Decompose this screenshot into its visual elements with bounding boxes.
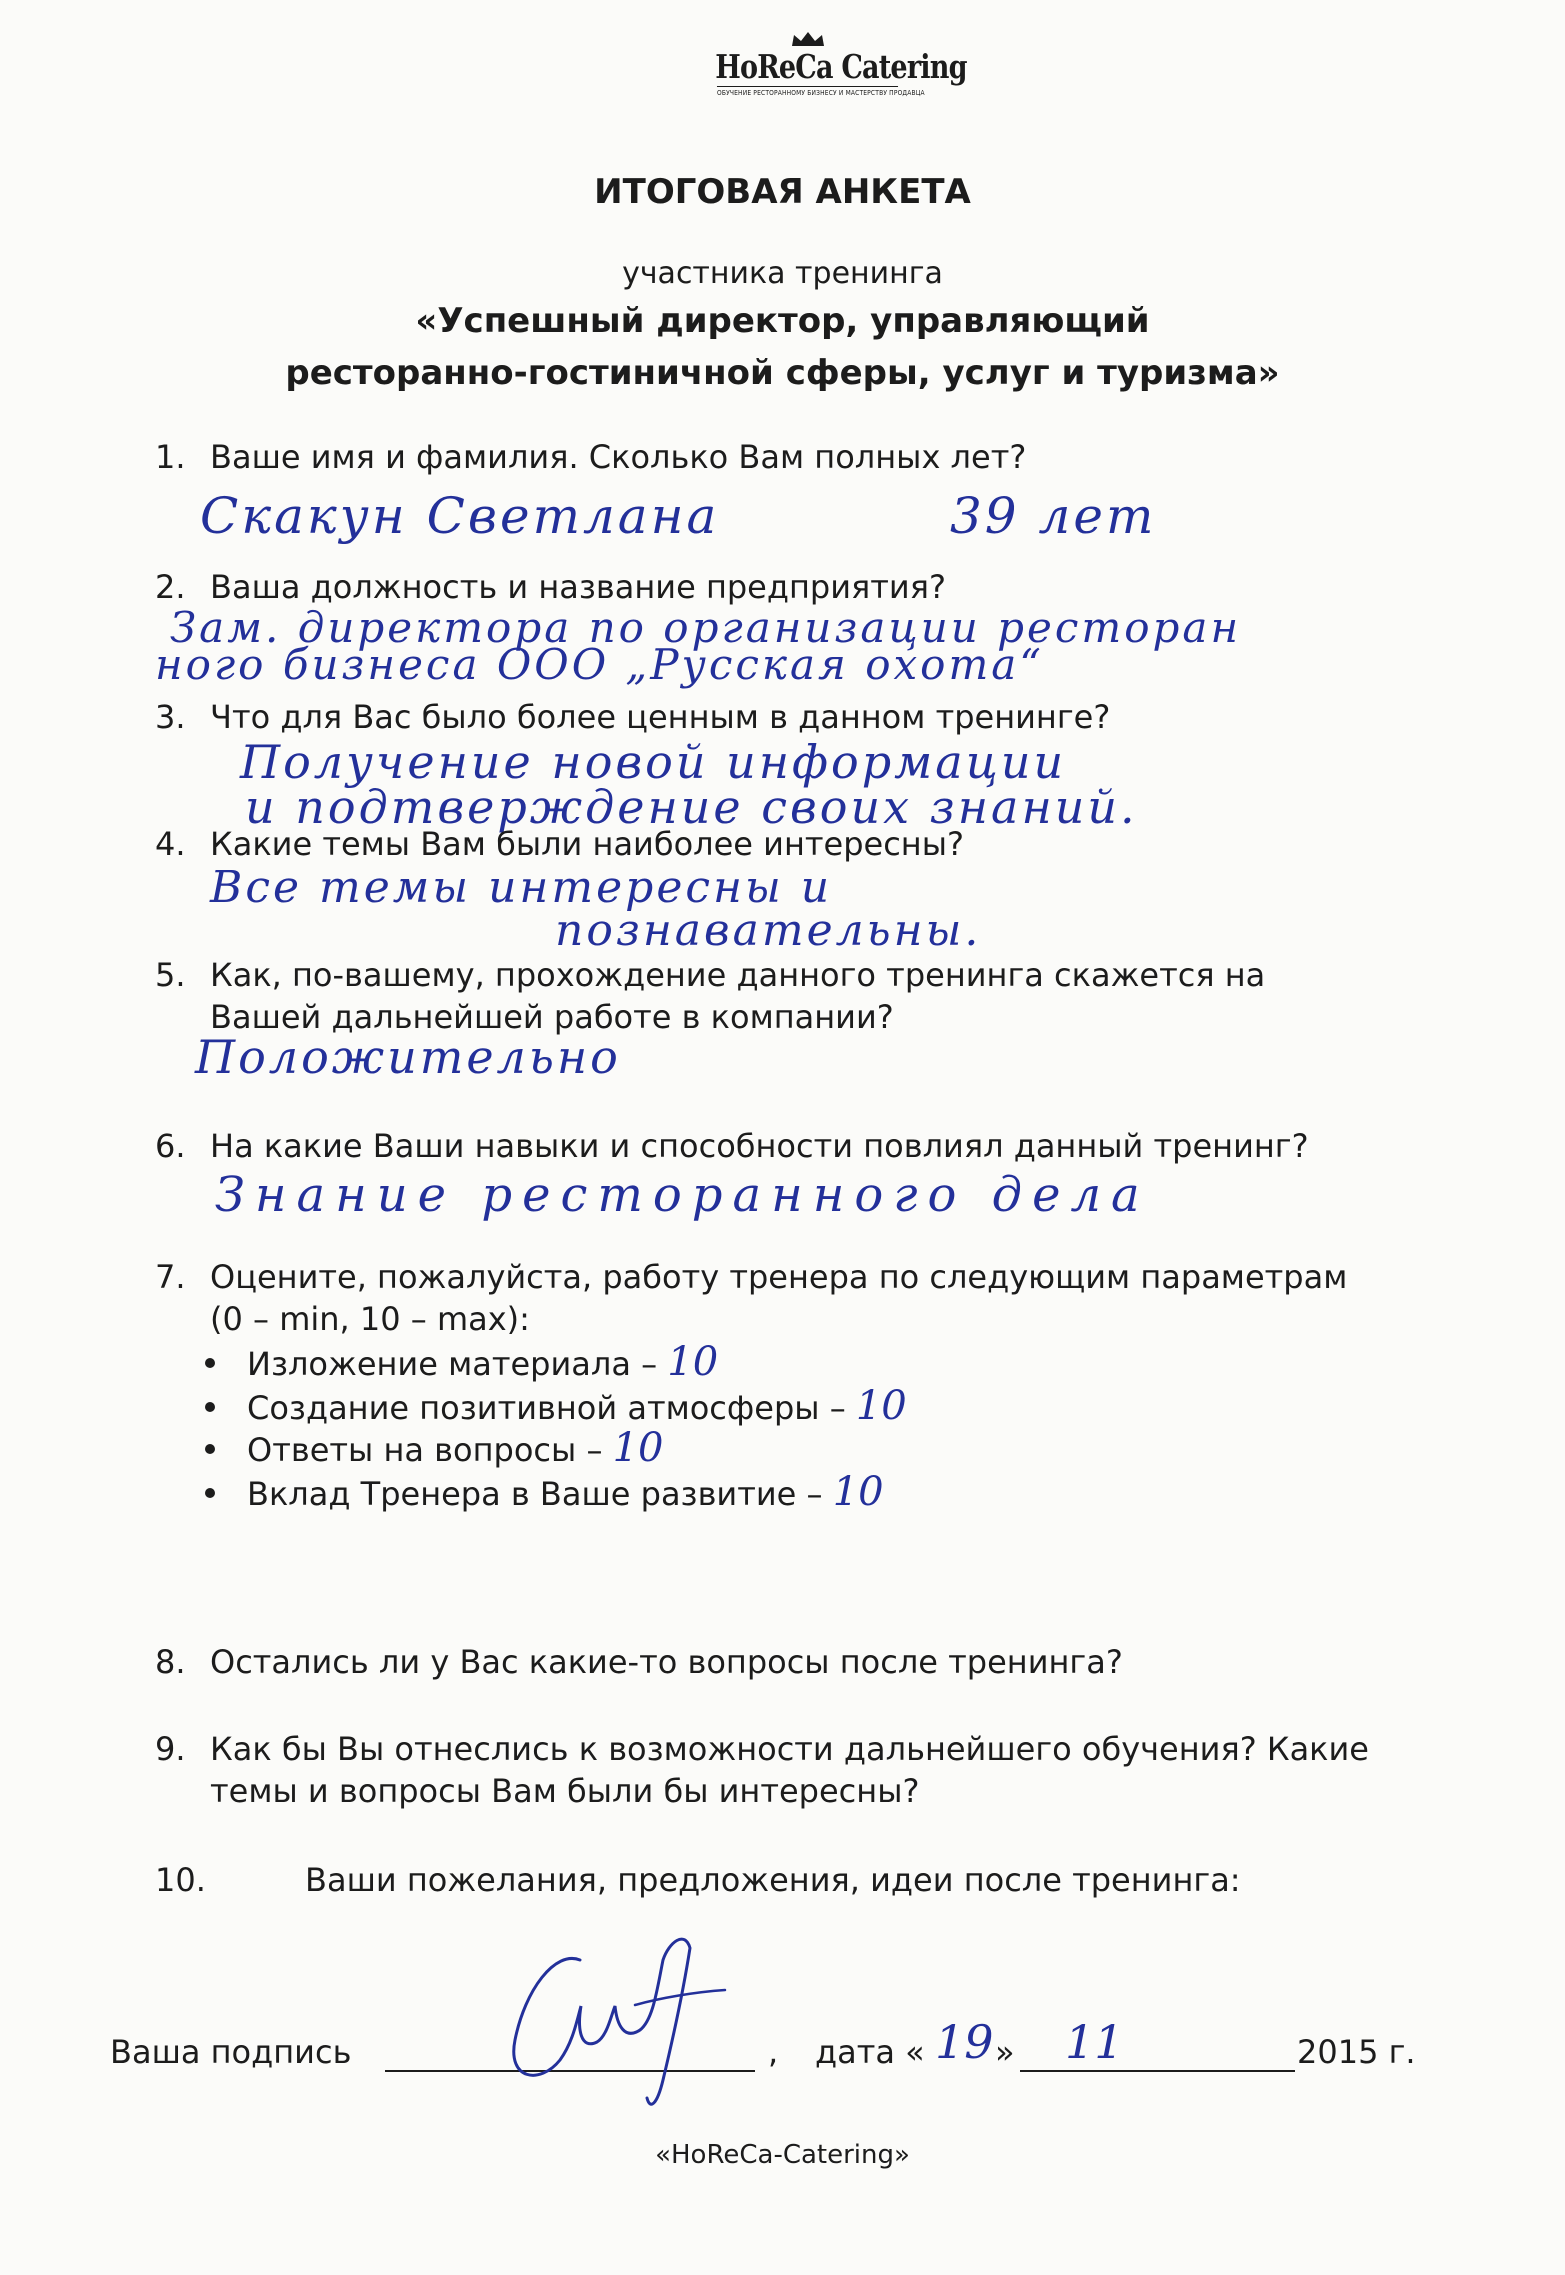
question-number: 9. <box>155 1730 186 1768</box>
date-quote-close: » <box>995 2033 1015 2071</box>
answer-1-name: Скакун Светлана <box>200 487 720 545</box>
question-number: 7. <box>155 1258 186 1296</box>
question-text: Ваше имя и фамилия. Сколько Вам полных лет? <box>210 438 1027 476</box>
answer-5: Положительно <box>195 1030 621 1084</box>
answer-6: Знание ресторанного дела <box>215 1167 1150 1223</box>
rating-label: Изложение материала – <box>247 1345 658 1383</box>
question-text-line2: (0 – min, 10 – max): <box>210 1300 530 1338</box>
date-year: 2015 г. <box>1297 2033 1416 2071</box>
training-name <box>0 295 1565 399</box>
rating-label: Создание позитивной атмосферы – <box>247 1389 846 1427</box>
rating-score: 10 <box>612 1425 664 1471</box>
rating-score: 10 <box>855 1383 907 1429</box>
rating-score: 10 <box>832 1469 884 1515</box>
question-number: 1. <box>155 438 186 476</box>
question-text: На какие Ваши навыки и способности повлиял данный тренинг? <box>210 1127 1309 1165</box>
answer-3-line1: Получение новой информации <box>240 735 1067 789</box>
rating-item <box>205 1426 664 1472</box>
rating-label: Ответы на вопросы – <box>247 1431 603 1469</box>
question-number: 2. <box>155 568 186 606</box>
training-name-line2: ресторанно-гостиничной сферы, услуг и туризма» <box>285 353 1280 393</box>
subtitle: участника тренинга <box>622 256 943 291</box>
question-text-line2: темы и вопросы Вам были бы интересны? <box>210 1772 920 1810</box>
rating-label: Вклад Тренера в Ваше развитие – <box>247 1475 823 1513</box>
rating-item <box>205 1470 884 1516</box>
logo-brand: HoReCa Catering <box>715 47 967 86</box>
answer-1-age: 39 лет <box>950 487 1157 545</box>
question-text: Какие темы Вам были наиболее интересны? <box>210 825 964 863</box>
logo-tagline: ОБУЧЕНИЕ РЕСТОРАННОМУ БИЗНЕСУ И МАСТЕРСТВУ ПРОДАВЦА <box>717 86 898 98</box>
question-text: Оцените, пожалуйста, работу тренера по следующим параметрам <box>210 1258 1348 1296</box>
question-text: Как, по-вашему, прохождение данного тренинга скажется на <box>210 956 1266 994</box>
question-text-line2: Вашей дальнейшей работе в компании? <box>210 998 894 1036</box>
bullet-icon <box>205 1402 215 1412</box>
rating-item <box>205 1384 907 1430</box>
question-text: Как бы Вы отнеслись к возможности дальнейшего обучения? Какие <box>210 1730 1369 1768</box>
handwritten-signature <box>485 1920 765 2120</box>
page-title: ИТОГОВАЯ АНКЕТА <box>594 172 971 212</box>
question-9 <box>0 1727 1565 1817</box>
question-text: Ваша должность и название предприятия? <box>210 568 946 606</box>
rating-score: 10 <box>667 1339 719 1385</box>
crown-icon <box>695 30 920 48</box>
date-month-line <box>1020 2070 1295 2072</box>
answer-3-line2: и подтверждение своих знаний. <box>245 780 1138 834</box>
bullet-icon <box>205 1488 215 1498</box>
question-number: 10. <box>155 1861 206 1899</box>
date-month: 11 <box>1065 2015 1124 2069</box>
question-text: Остались ли у Вас какие-то вопросы после тренинга? <box>210 1643 1123 1681</box>
question-text: Что для Вас было более ценным в данном тренинге? <box>210 698 1111 736</box>
question-number: 5. <box>155 956 186 994</box>
question-number: 3. <box>155 698 186 736</box>
bullet-icon <box>205 1444 215 1454</box>
answer-4-line2: познавательны. <box>555 905 982 956</box>
question-number: 8. <box>155 1643 186 1681</box>
question-7 <box>0 1255 1565 1345</box>
training-name-line1: «Успешный директор, управляющий <box>415 301 1150 341</box>
signature-label: Ваша подпись <box>110 2033 352 2071</box>
footer-text: «HoReCa-Catering» <box>655 2140 910 2170</box>
comma: , <box>768 2033 779 2071</box>
answer-2-line2: ного бизнеса ООО „Русская охота“ <box>155 640 1044 689</box>
answer-2-line1: Зам. директора по организации ресторан <box>170 603 1242 652</box>
date-label: дата « <box>815 2033 925 2071</box>
bullet-icon <box>205 1358 215 1368</box>
horeca-logo <box>695 30 967 102</box>
answer-4-line1: Все темы интересны и <box>210 862 833 913</box>
rating-item <box>205 1340 718 1386</box>
question-number: 4. <box>155 825 186 863</box>
date-day: 19 <box>935 2015 994 2069</box>
question-number: 6. <box>155 1127 186 1165</box>
question-text: Ваши пожелания, предложения, идеи после тренинга: <box>305 1861 1241 1899</box>
